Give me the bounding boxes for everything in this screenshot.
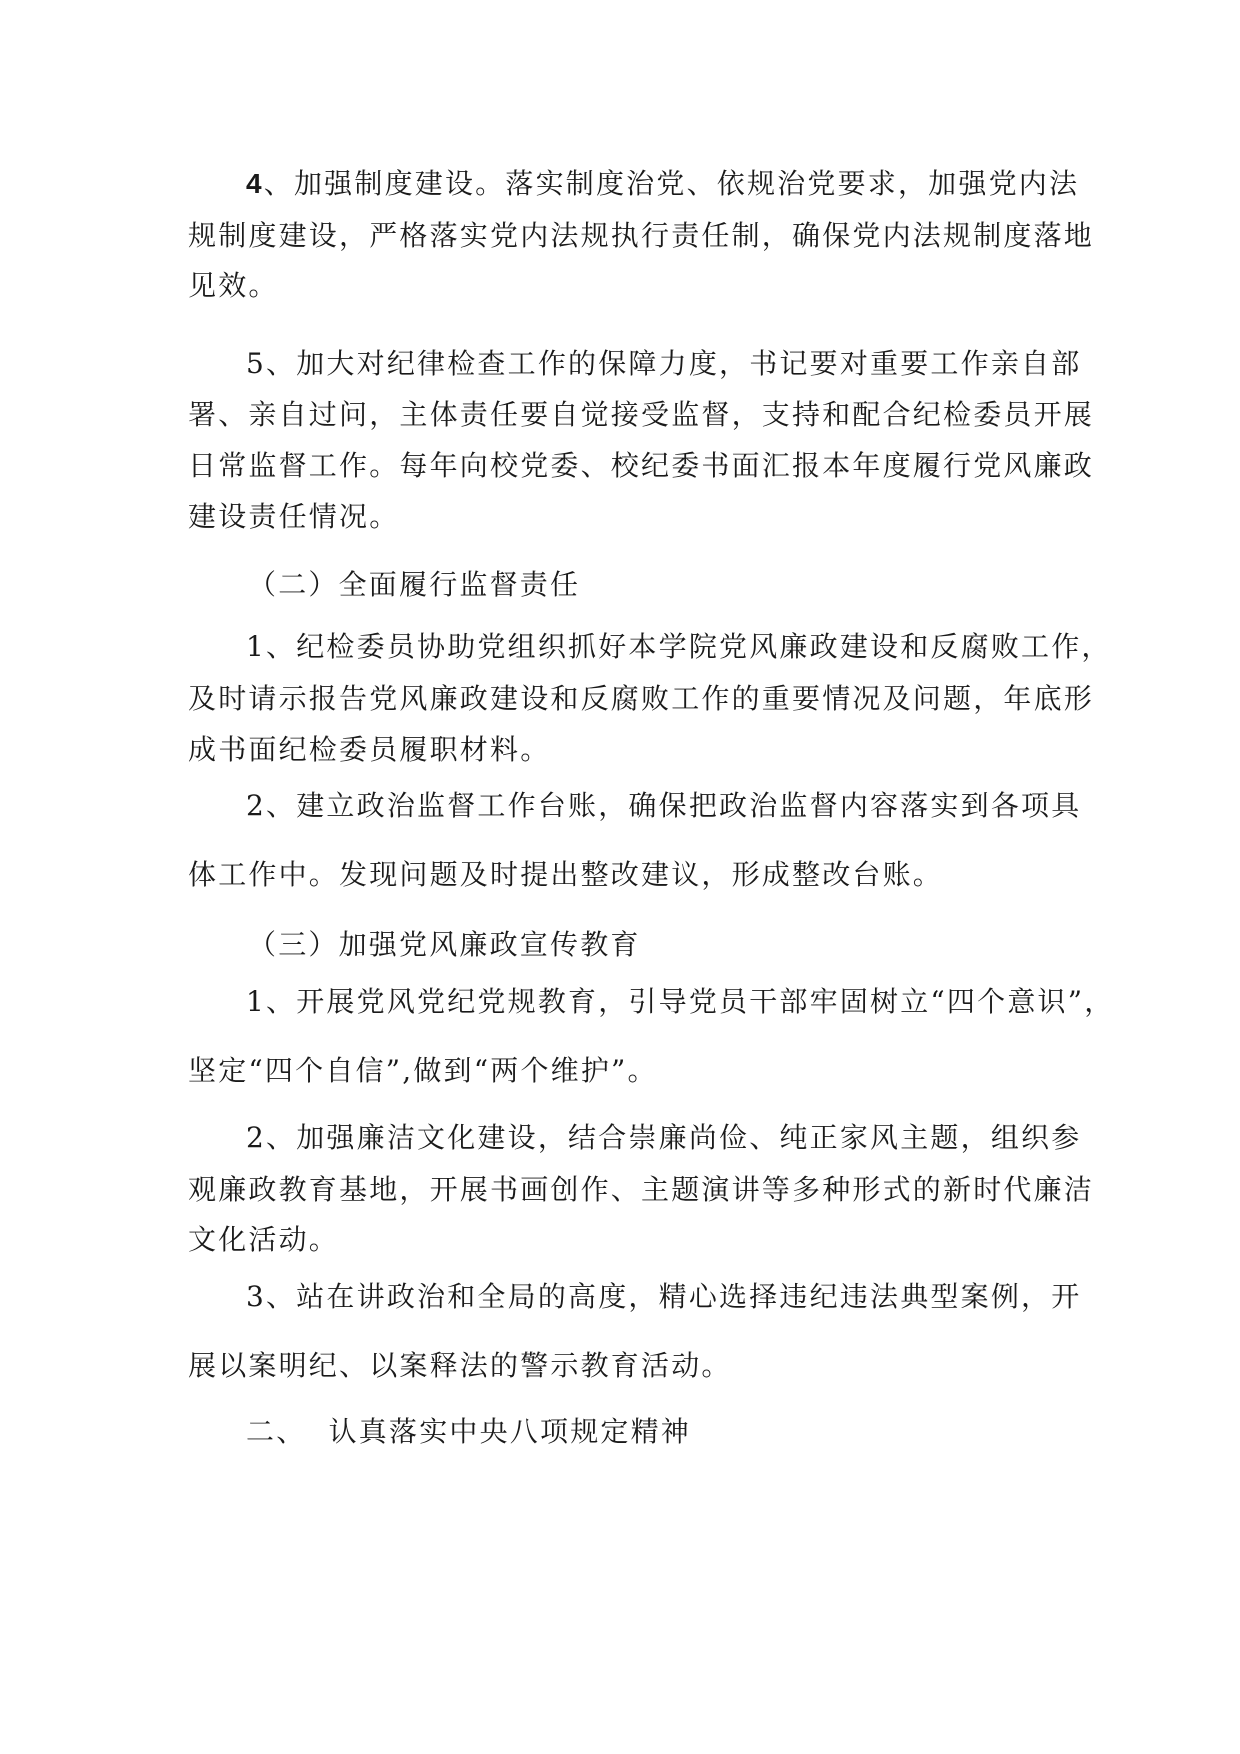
chapter-heading: 二、 认真落实中央八项规定精神 [246,1415,692,1448]
list-item [188,789,1082,891]
paragraph-line: 体工作中。发现问题及时提出整改建议，形成整改台账。 [188,858,944,891]
paragraph-line: 成书面纪检委员履职材料。 [188,733,551,766]
list-item [188,630,1112,766]
list-item [188,1121,1095,1256]
section-heading: （三）加强党风廉政宣传教育 [248,928,641,961]
paragraph-line: 坚定“四个自信”,做到“两个维护”。 [188,1054,658,1087]
list-item [188,1280,1082,1382]
paragraph-line: 4、加强制度建设。落实制度治党、依规治党要求，加强党内法 [246,167,1080,200]
paragraph-line: 规制度建设，严格落实党内法规执行责任制，确保党内法规制度落地 [188,219,1095,252]
paragraph-number: 4 [246,168,264,199]
paragraph-line: 观廉政教育基地，开展书画创作、主题演讲等多种形式的新时代廉洁 [188,1173,1095,1206]
paragraph-line: 2、加强廉洁文化建设，结合崇廉尚俭、纯正家风主题，组织参 [246,1121,1082,1154]
paragraph-line: 5、加大对纪律检查工作的保障力度，书记要对重要工作亲自部 [246,347,1082,380]
section-heading: （二）全面履行监督责任 [248,568,581,601]
paragraph-line: 日常监督工作。每年向校党委、校纪委书面汇报本年度履行党风廉政 [188,449,1095,482]
paragraph-line: 建设责任情况。 [188,500,400,533]
paragraph-line: 文化活动。 [188,1223,340,1256]
list-item [188,985,1115,1087]
paragraph-line: 及时请示报告党风廉政建设和反腐败工作的重要情况及问题，年底形 [188,682,1095,715]
paragraph-line: 1、开展党风党纪党规教育，引导党员干部牢固树立“四个意识”， [246,985,1115,1018]
paragraph-5 [188,347,1095,533]
paragraph-line: 见效。 [188,269,279,302]
paragraph-line: 展以案明纪、以案释法的警示教育活动。 [188,1349,732,1382]
paragraph-line: 署、亲自过问，主体责任要自觉接受监督，支持和配合纪检委员开展 [188,398,1095,431]
paragraph-line: 3、站在讲政治和全局的高度，精心选择违纪违法典型案例，开 [246,1280,1082,1313]
paragraph-line: 1、纪检委员协助党组织抓好本学院党风廉政建设和反腐败工作， [246,630,1112,663]
paragraph-4 [188,167,1095,302]
paragraph-line: 2、建立政治监督工作台账，确保把政治监督内容落实到各项具 [246,789,1082,822]
